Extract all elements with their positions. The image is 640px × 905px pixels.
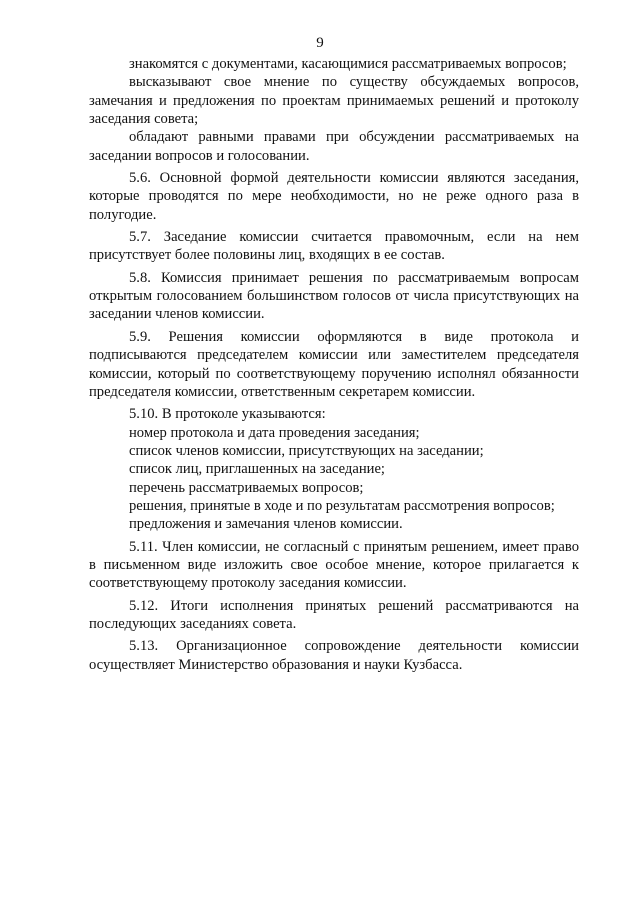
paragraph-5-7: 5.7. Заседание комиссии считается правомочным, если на нем присутствует более половины лиц, входящих в ее состав. xyxy=(89,229,579,264)
document-body xyxy=(89,55,579,674)
list-item-decisions: решения, принятые в ходе и по результатам рассмотрения вопросов; xyxy=(129,497,555,514)
paragraph-5-11: 5.11. Член комиссии, не согласный с принятым решением, имеет право в письменном виде изложить свое особое мнение, которое прилагается к соответствующему протоколу заседания комиссии. xyxy=(89,538,579,592)
list-item-invited-persons: список лиц, приглашенных на заседание; xyxy=(129,461,385,478)
paragraph-5-12: 5.12. Итоги исполнения принятых решений рассматриваются на последующих заседаниях совета. xyxy=(89,597,579,632)
paragraph-documents: знакомятся с документами, касающимися рассматриваемых вопросов; xyxy=(129,56,567,72)
paragraph-equal-rights: обладают равными правами при обсуждении рассматриваемых на заседании вопросов и голосовании. xyxy=(89,129,579,164)
page-number: 9 xyxy=(316,35,324,51)
paragraph-5-8: 5.8. Комиссия принимает решения по рассматриваемым вопросам открытым голосованием большинством голосов от числа присутствующих на заседании членов комиссии. xyxy=(89,269,579,323)
paragraph-5-13: 5.13. Организационное сопровождение деятельности комиссии осуществляет Министерство образования и науки Кузбасса. xyxy=(89,638,579,673)
list-item-proposals: предложения и замечания членов комиссии. xyxy=(129,516,403,533)
list-item-protocol-number: номер протокола и дата проведения заседания; xyxy=(129,424,420,441)
paragraph-5-10: 5.10. В протоколе указываются: xyxy=(129,406,326,423)
paragraph-5-9: 5.9. Решения комиссии оформляются в виде протокола и подписываются председателем комиссии или заместителем председателя комиссии, который по соответствующему поручению исполнял обязанности председателя комиссии, ответственным секретарем комиссии. xyxy=(89,328,579,400)
paragraph-5-6: 5.6. Основной формой деятельности комиссии являются заседания, которые проводятся по мере необходимости, но не реже одного раза в полугодие. xyxy=(89,170,579,223)
list-item-members-present: список членов комиссии, присутствующих на заседании; xyxy=(129,442,484,459)
list-item-questions: перечень рассматриваемых вопросов; xyxy=(129,479,364,496)
paragraph-opinion: высказывают свое мнение по существу обсуждаемых вопросов, замечания и предложения по проектам принимаемых решений и протоколу заседания совета; xyxy=(89,74,579,128)
